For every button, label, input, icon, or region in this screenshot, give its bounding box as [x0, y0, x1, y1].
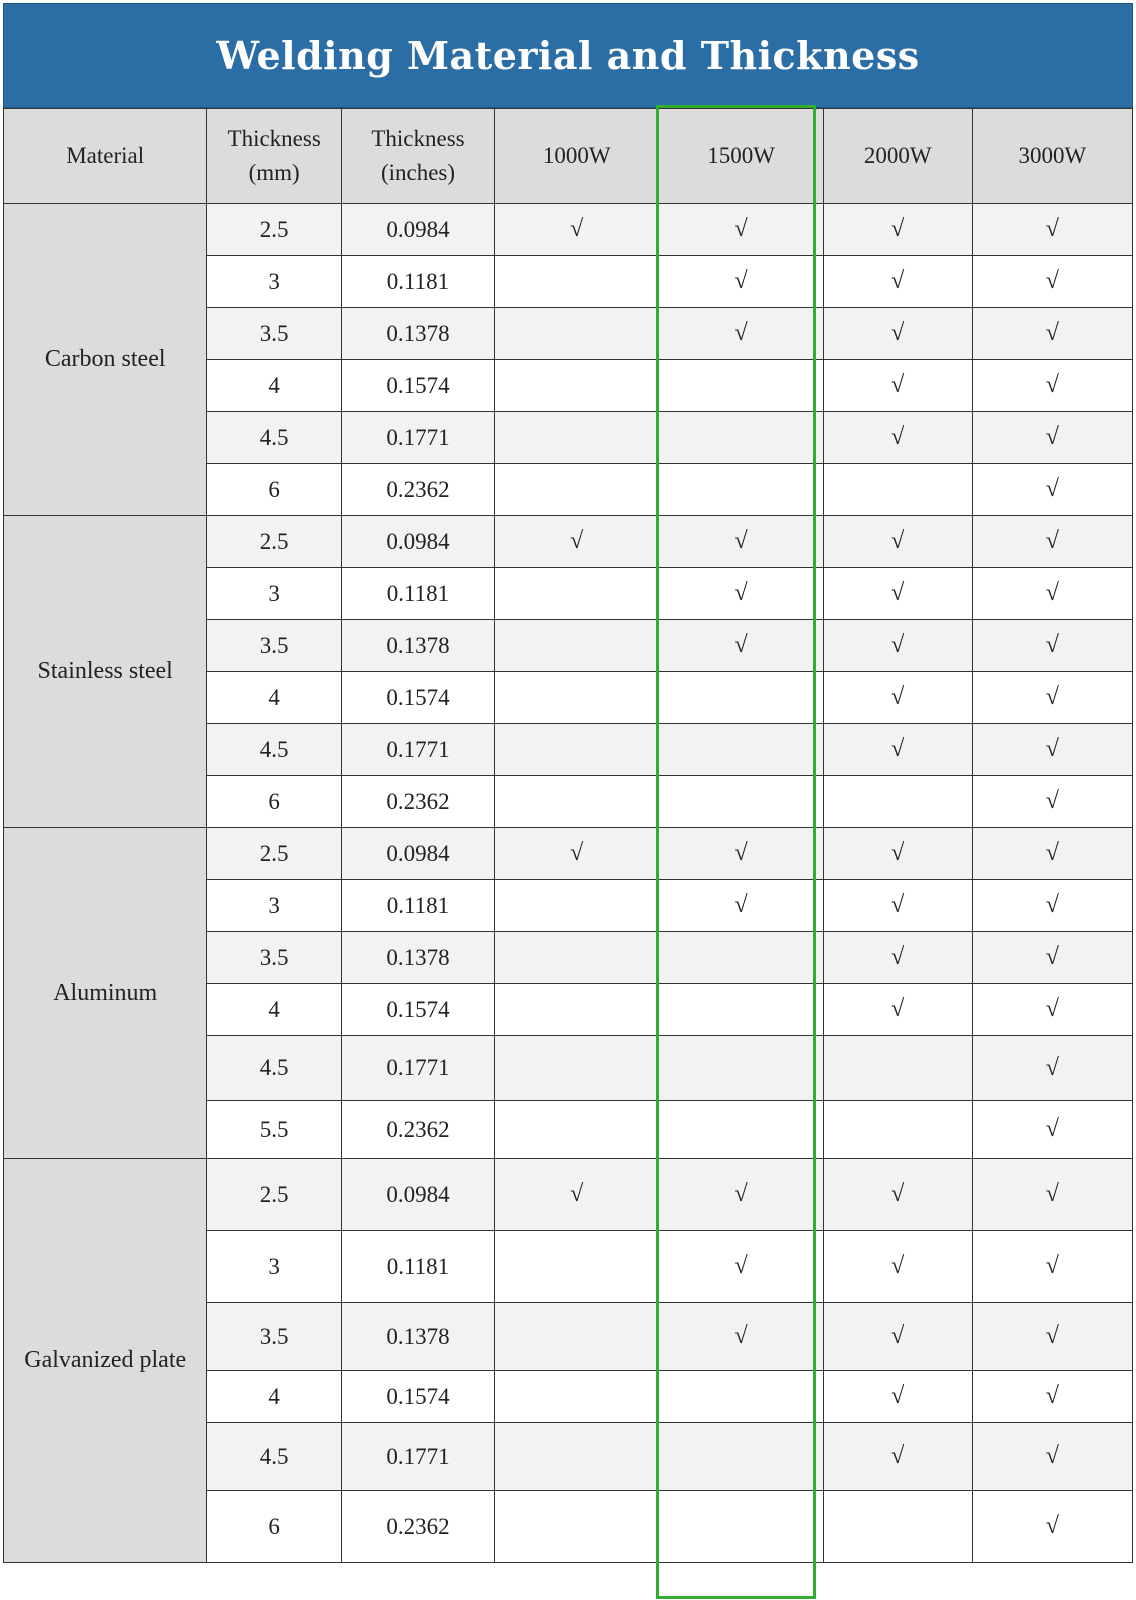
thickness-inches-cell: 0.0984 [341, 1159, 494, 1231]
power-1500w-cell [659, 776, 823, 828]
thickness-inches-cell: 0.1378 [341, 620, 494, 672]
check-mark-icon: √ [734, 528, 748, 554]
check-mark-icon: √ [891, 1443, 905, 1469]
thickness-inches-cell: 0.1574 [341, 1371, 494, 1423]
check-mark-icon: √ [1045, 528, 1059, 554]
check-mark-icon: √ [891, 216, 905, 242]
power-2000w-cell [823, 984, 972, 1036]
thickness-mm-cell: 4.5 [207, 1423, 342, 1491]
header-thickness-in-line1: Thickness [371, 126, 465, 151]
material-cell: Aluminum [4, 828, 207, 1159]
check-mark-icon: √ [1045, 1116, 1059, 1142]
thickness-mm-cell: 4 [207, 672, 342, 724]
power-2000w-cell [823, 1303, 972, 1371]
power-1000w-cell [495, 828, 659, 880]
power-3000w-cell [972, 412, 1132, 464]
thickness-mm-cell: 6 [207, 464, 342, 516]
thickness-mm-cell: 6 [207, 776, 342, 828]
power-3000w-cell [972, 1491, 1132, 1563]
check-mark-icon: √ [891, 268, 905, 294]
power-2000w-cell [823, 1159, 972, 1231]
thickness-inches-cell: 0.2362 [341, 1101, 494, 1159]
power-2000w-cell [823, 204, 972, 256]
power-2000w-cell [823, 620, 972, 672]
check-mark-icon: √ [891, 840, 905, 866]
check-mark-icon: √ [1045, 1181, 1059, 1207]
power-3000w-cell [972, 828, 1132, 880]
thickness-inches-cell: 0.1378 [341, 308, 494, 360]
thickness-inches-cell: 0.1771 [341, 1036, 494, 1101]
power-3000w-cell [972, 1036, 1132, 1101]
check-mark-icon: √ [891, 892, 905, 918]
power-1000w-cell [495, 1303, 659, 1371]
thickness-mm-cell: 3 [207, 256, 342, 308]
power-1500w-cell [659, 412, 823, 464]
header-power-1000w: 1000W [495, 109, 659, 204]
header-material: Material [4, 109, 207, 204]
check-mark-icon: √ [570, 528, 584, 554]
check-mark-icon: √ [891, 944, 905, 970]
power-1000w-cell [495, 568, 659, 620]
thickness-inches-cell: 0.0984 [341, 204, 494, 256]
thickness-mm-cell: 2.5 [207, 1159, 342, 1231]
check-mark-icon: √ [734, 1181, 748, 1207]
power-1000w-cell [495, 880, 659, 932]
power-1000w-cell [495, 1371, 659, 1423]
power-2000w-cell [823, 1231, 972, 1303]
power-1000w-cell [495, 516, 659, 568]
power-2000w-cell [823, 516, 972, 568]
power-2000w-cell [823, 360, 972, 412]
power-2000w-cell [823, 776, 972, 828]
power-1500w-cell [659, 1036, 823, 1101]
table-row [4, 1159, 1133, 1231]
check-mark-icon: √ [1045, 1443, 1059, 1469]
power-1000w-cell [495, 1036, 659, 1101]
power-3000w-cell [972, 360, 1132, 412]
check-mark-icon: √ [1045, 1323, 1059, 1349]
power-2000w-cell [823, 828, 972, 880]
power-2000w-cell [823, 464, 972, 516]
header-thickness-mm [207, 109, 342, 204]
thickness-inches-cell: 0.1378 [341, 932, 494, 984]
power-1500w-cell [659, 724, 823, 776]
power-2000w-cell [823, 568, 972, 620]
thickness-mm-cell: 2.5 [207, 828, 342, 880]
power-1000w-cell [495, 1423, 659, 1491]
power-2000w-cell [823, 412, 972, 464]
power-1000w-cell [495, 1101, 659, 1159]
check-mark-icon: √ [1045, 1253, 1059, 1279]
power-1500w-cell [659, 672, 823, 724]
material-cell: Stainless steel [4, 516, 207, 828]
power-2000w-cell [823, 256, 972, 308]
thickness-inches-cell: 0.1181 [341, 1231, 494, 1303]
thickness-inches-cell: 0.0984 [341, 516, 494, 568]
power-1000w-cell [495, 360, 659, 412]
power-2000w-cell [823, 880, 972, 932]
thickness-mm-cell: 4 [207, 1371, 342, 1423]
power-1000w-cell [495, 672, 659, 724]
power-3000w-cell [972, 1371, 1132, 1423]
power-3000w-cell [972, 1231, 1132, 1303]
power-2000w-cell [823, 1371, 972, 1423]
header-thickness-mm-line1: Thickness [227, 126, 321, 151]
thickness-inches-cell: 0.1574 [341, 360, 494, 412]
check-mark-icon: √ [1045, 476, 1059, 502]
power-3000w-cell [972, 724, 1132, 776]
check-mark-icon: √ [1045, 268, 1059, 294]
power-2000w-cell [823, 672, 972, 724]
thickness-inches-cell: 0.0984 [341, 828, 494, 880]
header-row [4, 109, 1133, 204]
power-1000w-cell [495, 256, 659, 308]
table-row [4, 516, 1133, 568]
power-1500w-cell [659, 1101, 823, 1159]
power-1500w-cell [659, 828, 823, 880]
check-mark-icon: √ [1045, 580, 1059, 606]
thickness-mm-cell: 4.5 [207, 724, 342, 776]
power-1000w-cell [495, 308, 659, 360]
check-mark-icon: √ [734, 1253, 748, 1279]
power-1000w-cell [495, 984, 659, 1036]
thickness-mm-cell: 3 [207, 568, 342, 620]
power-1000w-cell [495, 620, 659, 672]
table-body [4, 204, 1133, 1563]
power-2000w-cell [823, 1036, 972, 1101]
thickness-inches-cell: 0.2362 [341, 1491, 494, 1563]
power-1500w-cell [659, 932, 823, 984]
power-1500w-cell [659, 308, 823, 360]
check-mark-icon: √ [891, 996, 905, 1022]
table-row [4, 828, 1133, 880]
check-mark-icon: √ [1045, 996, 1059, 1022]
check-mark-icon: √ [1045, 372, 1059, 398]
thickness-mm-cell: 5.5 [207, 1101, 342, 1159]
check-mark-icon: √ [891, 1181, 905, 1207]
power-2000w-cell [823, 724, 972, 776]
power-3000w-cell [972, 672, 1132, 724]
thickness-mm-cell: 6 [207, 1491, 342, 1563]
thickness-inches-cell: 0.1378 [341, 1303, 494, 1371]
power-3000w-cell [972, 932, 1132, 984]
power-3000w-cell [972, 464, 1132, 516]
power-1500w-cell [659, 568, 823, 620]
check-mark-icon: √ [1045, 788, 1059, 814]
header-power-1500w: 1500W [659, 109, 823, 204]
power-1500w-cell [659, 984, 823, 1036]
thickness-mm-cell: 3.5 [207, 620, 342, 672]
check-mark-icon: √ [891, 424, 905, 450]
check-mark-icon: √ [891, 320, 905, 346]
thickness-inches-cell: 0.1574 [341, 672, 494, 724]
check-mark-icon: √ [891, 1323, 905, 1349]
thickness-inches-cell: 0.1181 [341, 880, 494, 932]
power-1000w-cell [495, 724, 659, 776]
power-1500w-cell [659, 256, 823, 308]
power-2000w-cell [823, 1101, 972, 1159]
check-mark-icon: √ [734, 1323, 748, 1349]
power-1500w-cell [659, 1231, 823, 1303]
thickness-inches-cell: 0.1181 [341, 568, 494, 620]
power-1000w-cell [495, 1491, 659, 1563]
thickness-mm-cell: 3 [207, 1231, 342, 1303]
material-thickness-table [3, 108, 1133, 1563]
power-1000w-cell [495, 776, 659, 828]
check-mark-icon: √ [570, 840, 584, 866]
check-mark-icon: √ [734, 216, 748, 242]
power-1500w-cell [659, 516, 823, 568]
thickness-mm-cell: 4 [207, 984, 342, 1036]
power-1500w-cell [659, 1423, 823, 1491]
power-3000w-cell [972, 984, 1132, 1036]
check-mark-icon: √ [1045, 1513, 1059, 1539]
thickness-mm-cell: 3.5 [207, 1303, 342, 1371]
thickness-mm-cell: 4.5 [207, 1036, 342, 1101]
power-1500w-cell [659, 360, 823, 412]
thickness-inches-cell: 0.1771 [341, 1423, 494, 1491]
power-1000w-cell [495, 1231, 659, 1303]
check-mark-icon: √ [570, 1181, 584, 1207]
power-3000w-cell [972, 204, 1132, 256]
check-mark-icon: √ [734, 320, 748, 346]
power-1500w-cell [659, 880, 823, 932]
table-title: Welding Material and Thickness [3, 3, 1133, 108]
power-3000w-cell [972, 776, 1132, 828]
power-1000w-cell [495, 412, 659, 464]
header-power-2000w: 2000W [823, 109, 972, 204]
thickness-mm-cell: 2.5 [207, 204, 342, 256]
check-mark-icon: √ [734, 268, 748, 294]
thickness-mm-cell: 3.5 [207, 308, 342, 360]
check-mark-icon: √ [891, 528, 905, 554]
power-3000w-cell [972, 1423, 1132, 1491]
power-1500w-cell [659, 620, 823, 672]
check-mark-icon: √ [1045, 320, 1059, 346]
power-1500w-cell [659, 464, 823, 516]
check-mark-icon: √ [1045, 1054, 1059, 1081]
check-mark-icon: √ [891, 684, 905, 710]
check-mark-icon: √ [734, 840, 748, 866]
power-1000w-cell [495, 204, 659, 256]
power-2000w-cell [823, 932, 972, 984]
document-page [3, 3, 1133, 1563]
power-3000w-cell [972, 568, 1132, 620]
check-mark-icon: √ [1045, 840, 1059, 866]
thickness-inches-cell: 0.1771 [341, 412, 494, 464]
power-3000w-cell [972, 1159, 1132, 1231]
power-1500w-cell [659, 1491, 823, 1563]
header-power-3000w: 3000W [972, 109, 1132, 204]
power-3000w-cell [972, 1303, 1132, 1371]
check-mark-icon: √ [1045, 736, 1059, 762]
check-mark-icon: √ [891, 1253, 905, 1279]
header-thickness-in [341, 109, 494, 204]
thickness-inches-cell: 0.2362 [341, 776, 494, 828]
power-3000w-cell [972, 1101, 1132, 1159]
table-row [4, 204, 1133, 256]
check-mark-icon: √ [1045, 632, 1059, 658]
power-3000w-cell [972, 880, 1132, 932]
power-3000w-cell [972, 516, 1132, 568]
thickness-mm-cell: 4 [207, 360, 342, 412]
header-thickness-in-line2: (inches) [380, 160, 456, 185]
power-1000w-cell [495, 932, 659, 984]
check-mark-icon: √ [570, 216, 584, 242]
check-mark-icon: √ [891, 736, 905, 762]
thickness-mm-cell: 3.5 [207, 932, 342, 984]
check-mark-icon: √ [734, 632, 748, 658]
thickness-mm-cell: 4.5 [207, 412, 342, 464]
power-1000w-cell [495, 1159, 659, 1231]
power-2000w-cell [823, 1491, 972, 1563]
power-1500w-cell [659, 1303, 823, 1371]
power-1500w-cell [659, 1159, 823, 1231]
check-mark-icon: √ [1045, 1383, 1059, 1409]
check-mark-icon: √ [891, 632, 905, 658]
power-1500w-cell [659, 1371, 823, 1423]
material-cell: Galvanized plate [4, 1159, 207, 1563]
thickness-mm-cell: 2.5 [207, 516, 342, 568]
power-2000w-cell [823, 308, 972, 360]
thickness-mm-cell: 3 [207, 880, 342, 932]
check-mark-icon: √ [734, 892, 748, 918]
power-1500w-cell [659, 204, 823, 256]
check-mark-icon: √ [1045, 892, 1059, 918]
check-mark-icon: √ [1045, 424, 1059, 450]
check-mark-icon: √ [891, 1383, 905, 1409]
power-3000w-cell [972, 308, 1132, 360]
power-3000w-cell [972, 256, 1132, 308]
check-mark-icon: √ [891, 372, 905, 398]
check-mark-icon: √ [891, 580, 905, 606]
check-mark-icon: √ [734, 580, 748, 606]
thickness-inches-cell: 0.1181 [341, 256, 494, 308]
power-1000w-cell [495, 464, 659, 516]
power-3000w-cell [972, 620, 1132, 672]
thickness-inches-cell: 0.2362 [341, 464, 494, 516]
check-mark-icon: √ [1045, 684, 1059, 710]
thickness-inches-cell: 0.1771 [341, 724, 494, 776]
material-cell: Carbon steel [4, 204, 207, 516]
power-2000w-cell [823, 1423, 972, 1491]
header-thickness-mm-line2: (mm) [248, 160, 300, 185]
thickness-inches-cell: 0.1574 [341, 984, 494, 1036]
check-mark-icon: √ [1045, 216, 1059, 242]
check-mark-icon: √ [1045, 944, 1059, 970]
